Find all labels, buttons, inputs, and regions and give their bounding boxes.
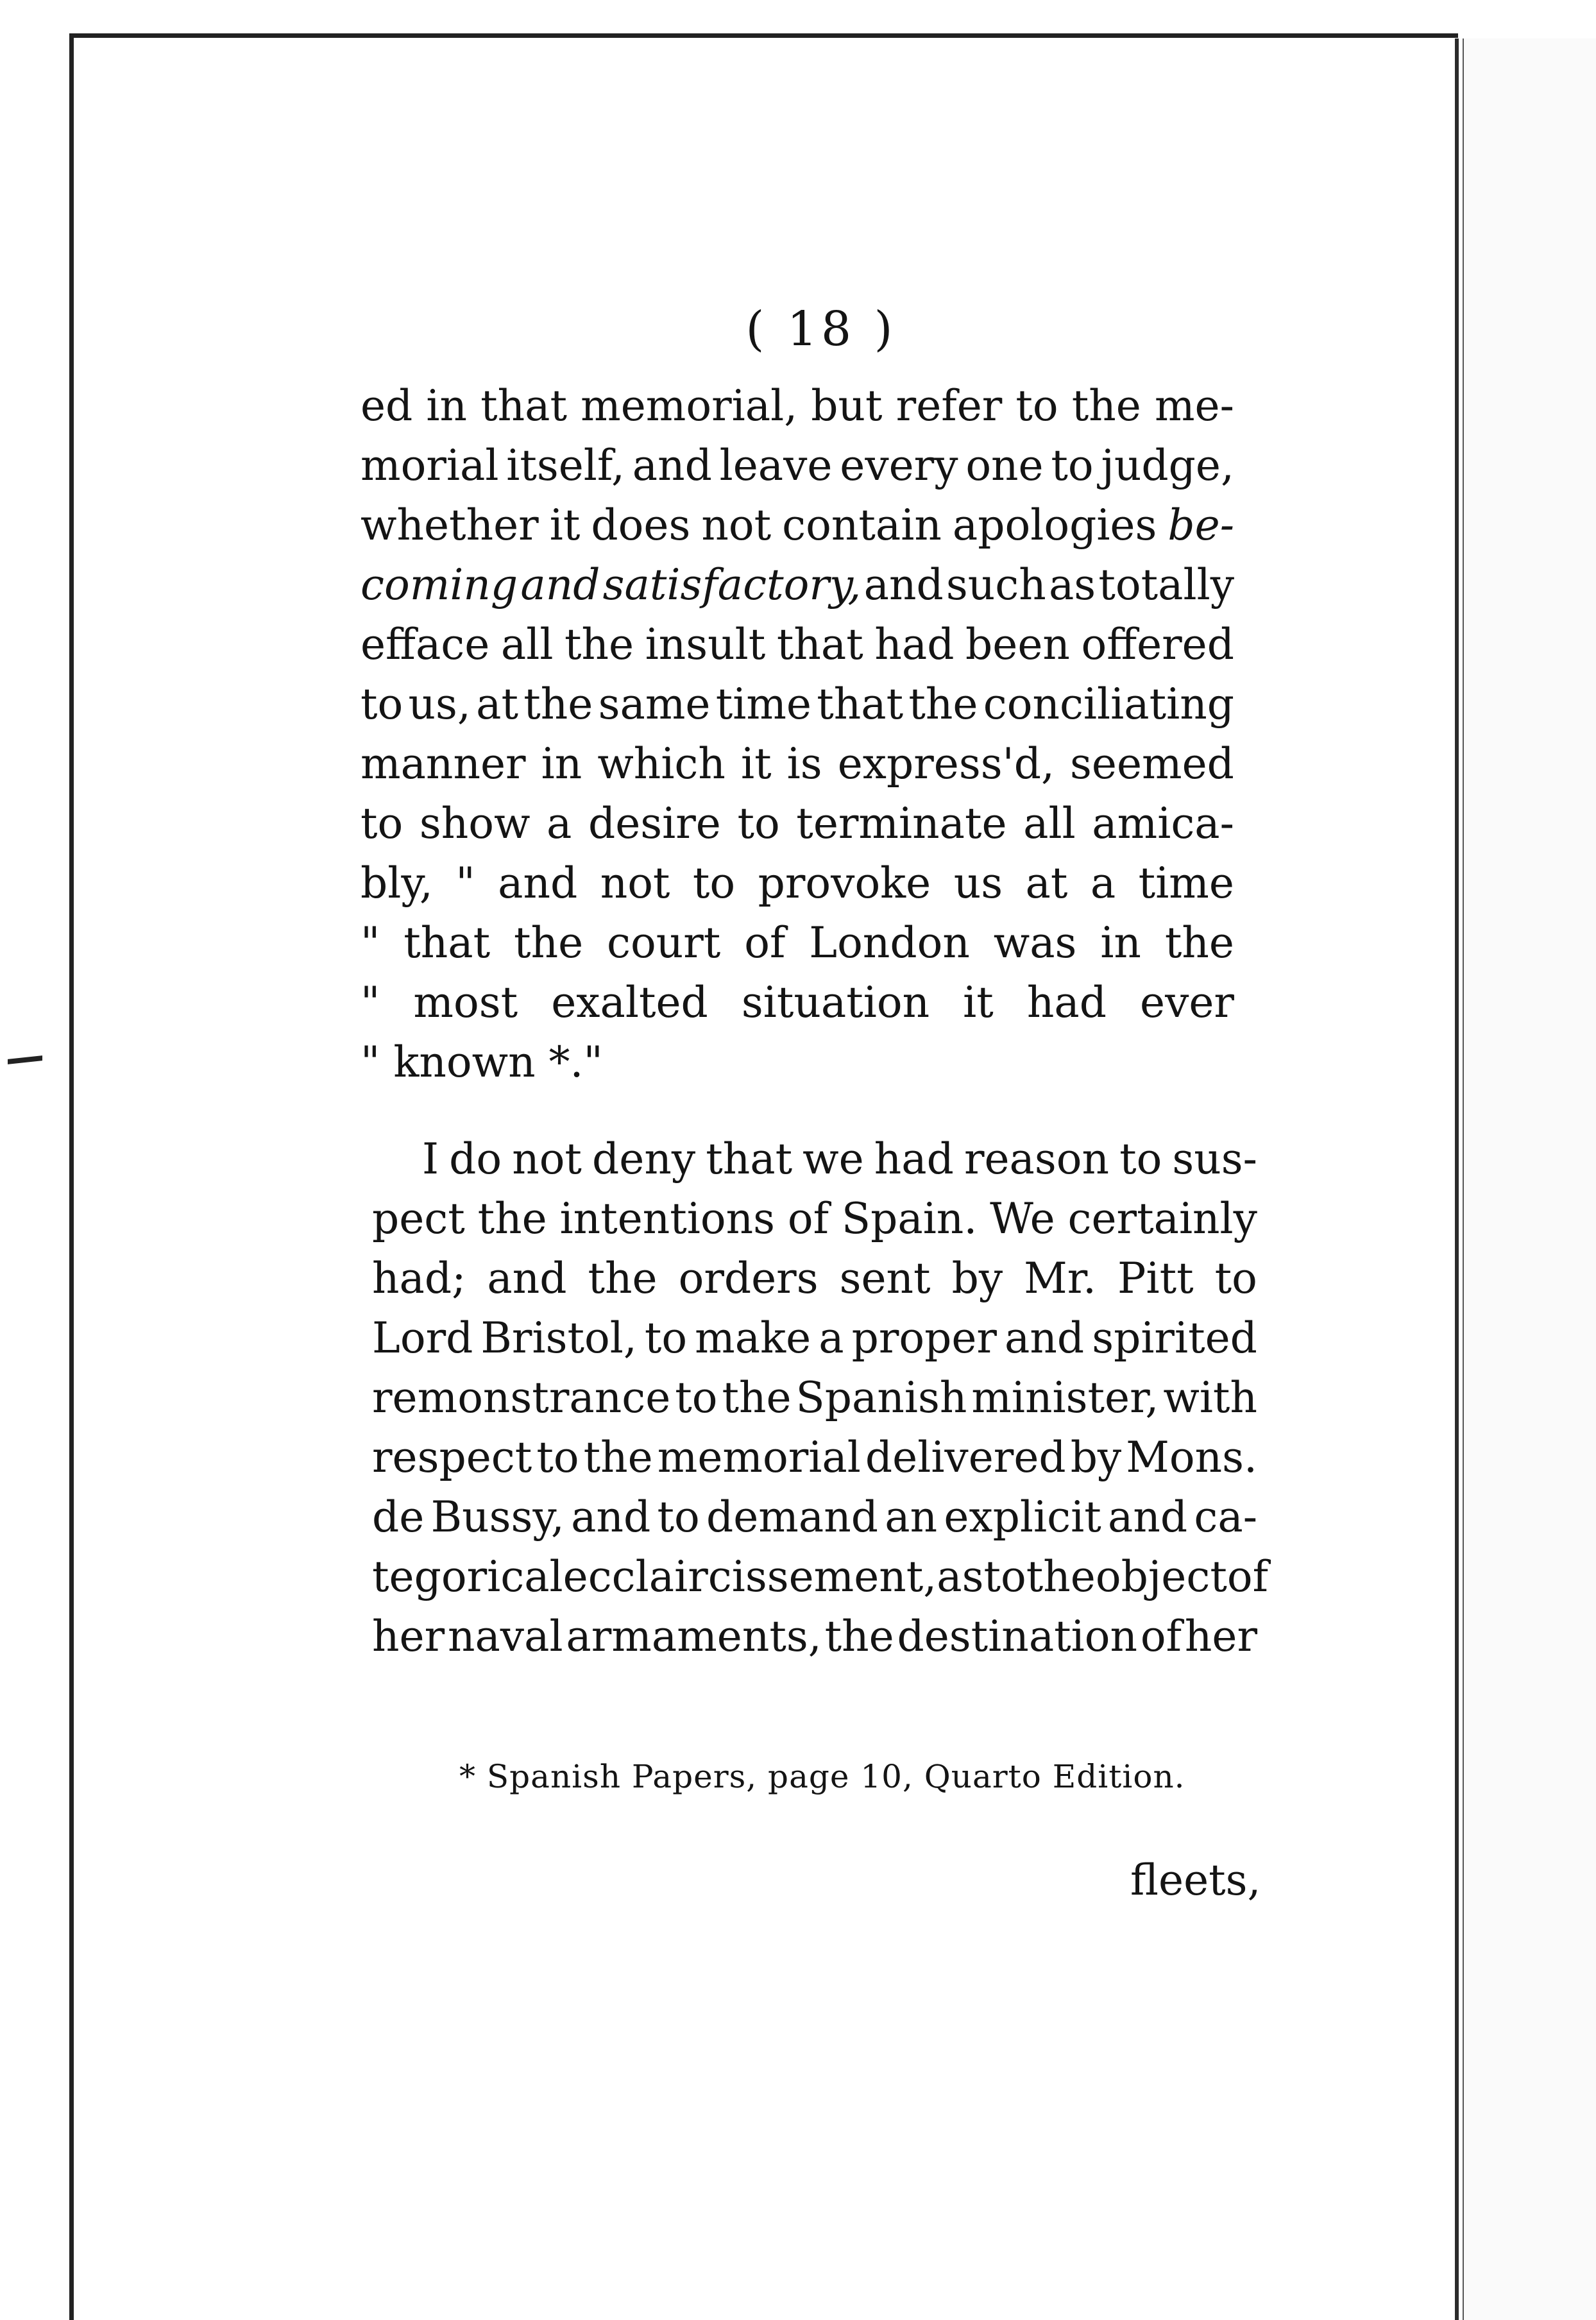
word: to [983,1552,1026,1601]
word: memorial [657,1433,861,1482]
word: contain [782,500,942,550]
word: express'd, [837,739,1055,789]
word: ed [361,381,413,431]
word: was [993,918,1077,968]
word: de [372,1492,425,1542]
word: remonstrance [372,1373,671,1422]
word: the [514,918,584,968]
word: itself, [506,441,625,490]
word: seemed [1070,739,1234,789]
word: to [657,1492,700,1542]
word: us, [408,679,471,729]
word: most [413,978,518,1027]
word: a [819,1313,844,1363]
word: Spain. [841,1194,978,1243]
text-line [361,615,1234,674]
text-line [361,973,1234,1032]
word: naval [447,1612,563,1661]
word: that [403,918,491,968]
word: had [1026,978,1107,1027]
word: and [1005,1313,1085,1363]
word: us [953,858,1003,908]
text-line [361,853,1234,913]
word: all [1023,799,1076,848]
word: terminate [796,799,1007,848]
word: a [1090,858,1116,908]
word: in [426,381,468,431]
word: does [591,500,691,550]
word: at [476,679,518,729]
word: time [715,679,811,729]
word: Mons. [1126,1433,1257,1482]
word: tegorical [372,1552,563,1601]
word: make [695,1313,811,1363]
word: all [500,620,554,669]
page-number-header: ( 18 ) [745,302,897,357]
word: refer [896,381,1003,431]
word: to [675,1373,718,1422]
word: " [361,978,380,1027]
word: to [536,1433,579,1482]
word: as [937,1552,984,1601]
word: leave [719,441,833,490]
word: ca- [1194,1492,1257,1542]
text-line [361,436,1234,495]
word: we [802,1134,864,1184]
word: time [1138,858,1234,908]
word: insult [645,620,766,669]
word: provoke [758,858,931,908]
word: " [361,918,380,968]
word: the [477,1194,547,1243]
text-line [372,1487,1257,1547]
scan-left-edge [69,33,74,2320]
word: the [588,1254,658,1303]
word: to [737,799,780,848]
word: satisfactory, [602,560,862,610]
word: and [487,1254,567,1303]
word: of [787,1194,829,1243]
paragraph-2 [372,1129,1269,1666]
word: memorial, [581,381,798,431]
word: a [547,799,572,848]
word: to [644,1313,688,1363]
word: one [965,441,1044,490]
page-fold-shadow [1463,38,1464,2320]
page-fold-line [1455,38,1459,2320]
word: not [600,858,670,908]
word: destination [897,1612,1138,1661]
word: sent [839,1254,931,1303]
word: the [908,679,978,729]
text-line [372,1129,1257,1189]
word: court [607,918,721,968]
word: coming [361,560,518,610]
word: by [951,1254,1003,1303]
word: deny [592,1134,696,1184]
word: to [1214,1254,1257,1303]
word: ever [1140,978,1234,1027]
word: Spanish [795,1373,967,1422]
word: is [786,739,822,789]
word: Pitt [1117,1254,1194,1303]
word: to [692,858,736,908]
word: object [1095,1552,1227,1601]
word: intentions [559,1194,776,1243]
word: exalted [551,978,708,1027]
word: it [740,739,772,789]
word: of [1227,1552,1269,1601]
word: the [824,1612,894,1661]
word: Lord [372,1313,473,1363]
word: that [480,381,568,431]
word: ecclaircissement, [563,1552,937,1601]
text-line [372,1428,1257,1487]
paragraph-1 [361,376,1234,1092]
word: it [549,500,581,550]
word: be- [1167,500,1234,550]
word: London [809,918,970,968]
word: certainly [1067,1194,1257,1243]
word: had [874,620,955,669]
word: the [523,679,593,729]
word: to [361,679,403,729]
word: Bristol, [480,1313,637,1363]
word: with [1163,1373,1257,1422]
word: bly, [361,858,433,908]
word: but [811,381,883,431]
word: had [874,1134,954,1184]
word: such [946,560,1046,610]
word: Bussy, [430,1492,565,1542]
word: delivered [865,1433,1066,1482]
text-line [372,1368,1257,1428]
text-line [372,1189,1257,1249]
word: and [498,858,578,908]
word: I [422,1134,439,1184]
word: amica- [1092,799,1234,848]
word: in [1100,918,1141,968]
word: offered [1081,620,1234,669]
text-line [361,674,1234,734]
text-line [361,495,1234,555]
word: explicit [944,1492,1101,1542]
word: show [419,799,531,848]
word: it [963,978,994,1027]
word: been [965,620,1070,669]
word: me- [1154,381,1234,431]
word: spirited [1092,1313,1257,1363]
word: at [1025,858,1068,908]
book-page [346,302,1269,1666]
word: by [1070,1433,1122,1482]
word: her [1184,1612,1257,1661]
text-line [372,1547,1269,1607]
scan-top-edge [69,33,1458,38]
word: and [520,560,600,610]
word: We [990,1194,1055,1243]
word: as [1048,560,1096,610]
text-line [372,1249,1257,1308]
word: sus- [1172,1134,1257,1184]
text-line [361,555,1234,615]
word: not [512,1134,582,1184]
word: that [776,620,863,669]
word: the [1026,1552,1096,1601]
word: totally [1098,560,1234,610]
text-line [361,794,1234,853]
word: of [744,918,786,968]
word: and [863,560,944,610]
word: Mr. [1024,1254,1097,1303]
word: had; [372,1254,466,1303]
footnote: * Spanish Papers, page 10, Quarto Edition. [459,1758,1185,1795]
word: reason [964,1134,1110,1184]
word: proper [851,1313,997,1363]
word: whether [361,500,539,550]
word: to [1119,1134,1162,1184]
word: in [541,739,582,789]
text-line [361,734,1234,794]
word: morial [361,441,499,490]
word: armaments, [566,1612,822,1661]
text-line [372,1308,1257,1368]
word: minister, [971,1373,1159,1422]
word: to [1051,441,1094,490]
word: the [1164,918,1234,968]
word: " [455,858,475,908]
word: orders [678,1254,819,1303]
word: do [449,1134,502,1184]
word: not [701,500,772,550]
text-line: " known *." [361,1037,603,1087]
word: situation [741,978,930,1027]
word: and [632,441,712,490]
word: and [571,1492,651,1542]
word: demand [706,1492,878,1542]
word: the [722,1373,792,1422]
word: pect [372,1194,465,1243]
word: that [706,1134,793,1184]
word: every [840,441,958,490]
word: same [598,679,711,729]
word: apologies [952,500,1157,550]
word: efface [361,620,490,669]
word: of [1140,1612,1182,1661]
word: the [565,620,634,669]
word: conciliating [983,679,1234,729]
text-line [372,1607,1257,1666]
word: to [1015,381,1058,431]
adjacent-page-strip [1464,38,1596,2320]
word: that [817,679,904,729]
word: the [1071,381,1141,431]
word: to [361,799,403,848]
word: desire [588,799,721,848]
text-line [361,376,1234,436]
word: manner [361,739,526,789]
catchword: fleets, [1130,1855,1261,1905]
text-line [361,913,1234,973]
word: an [885,1492,938,1542]
scan-margin-mark [8,1055,42,1064]
word: and [1108,1492,1188,1542]
word: judge, [1101,441,1234,490]
word: respect [372,1433,532,1482]
word: which [597,739,726,789]
word: her [372,1612,445,1661]
word: the [583,1433,653,1482]
